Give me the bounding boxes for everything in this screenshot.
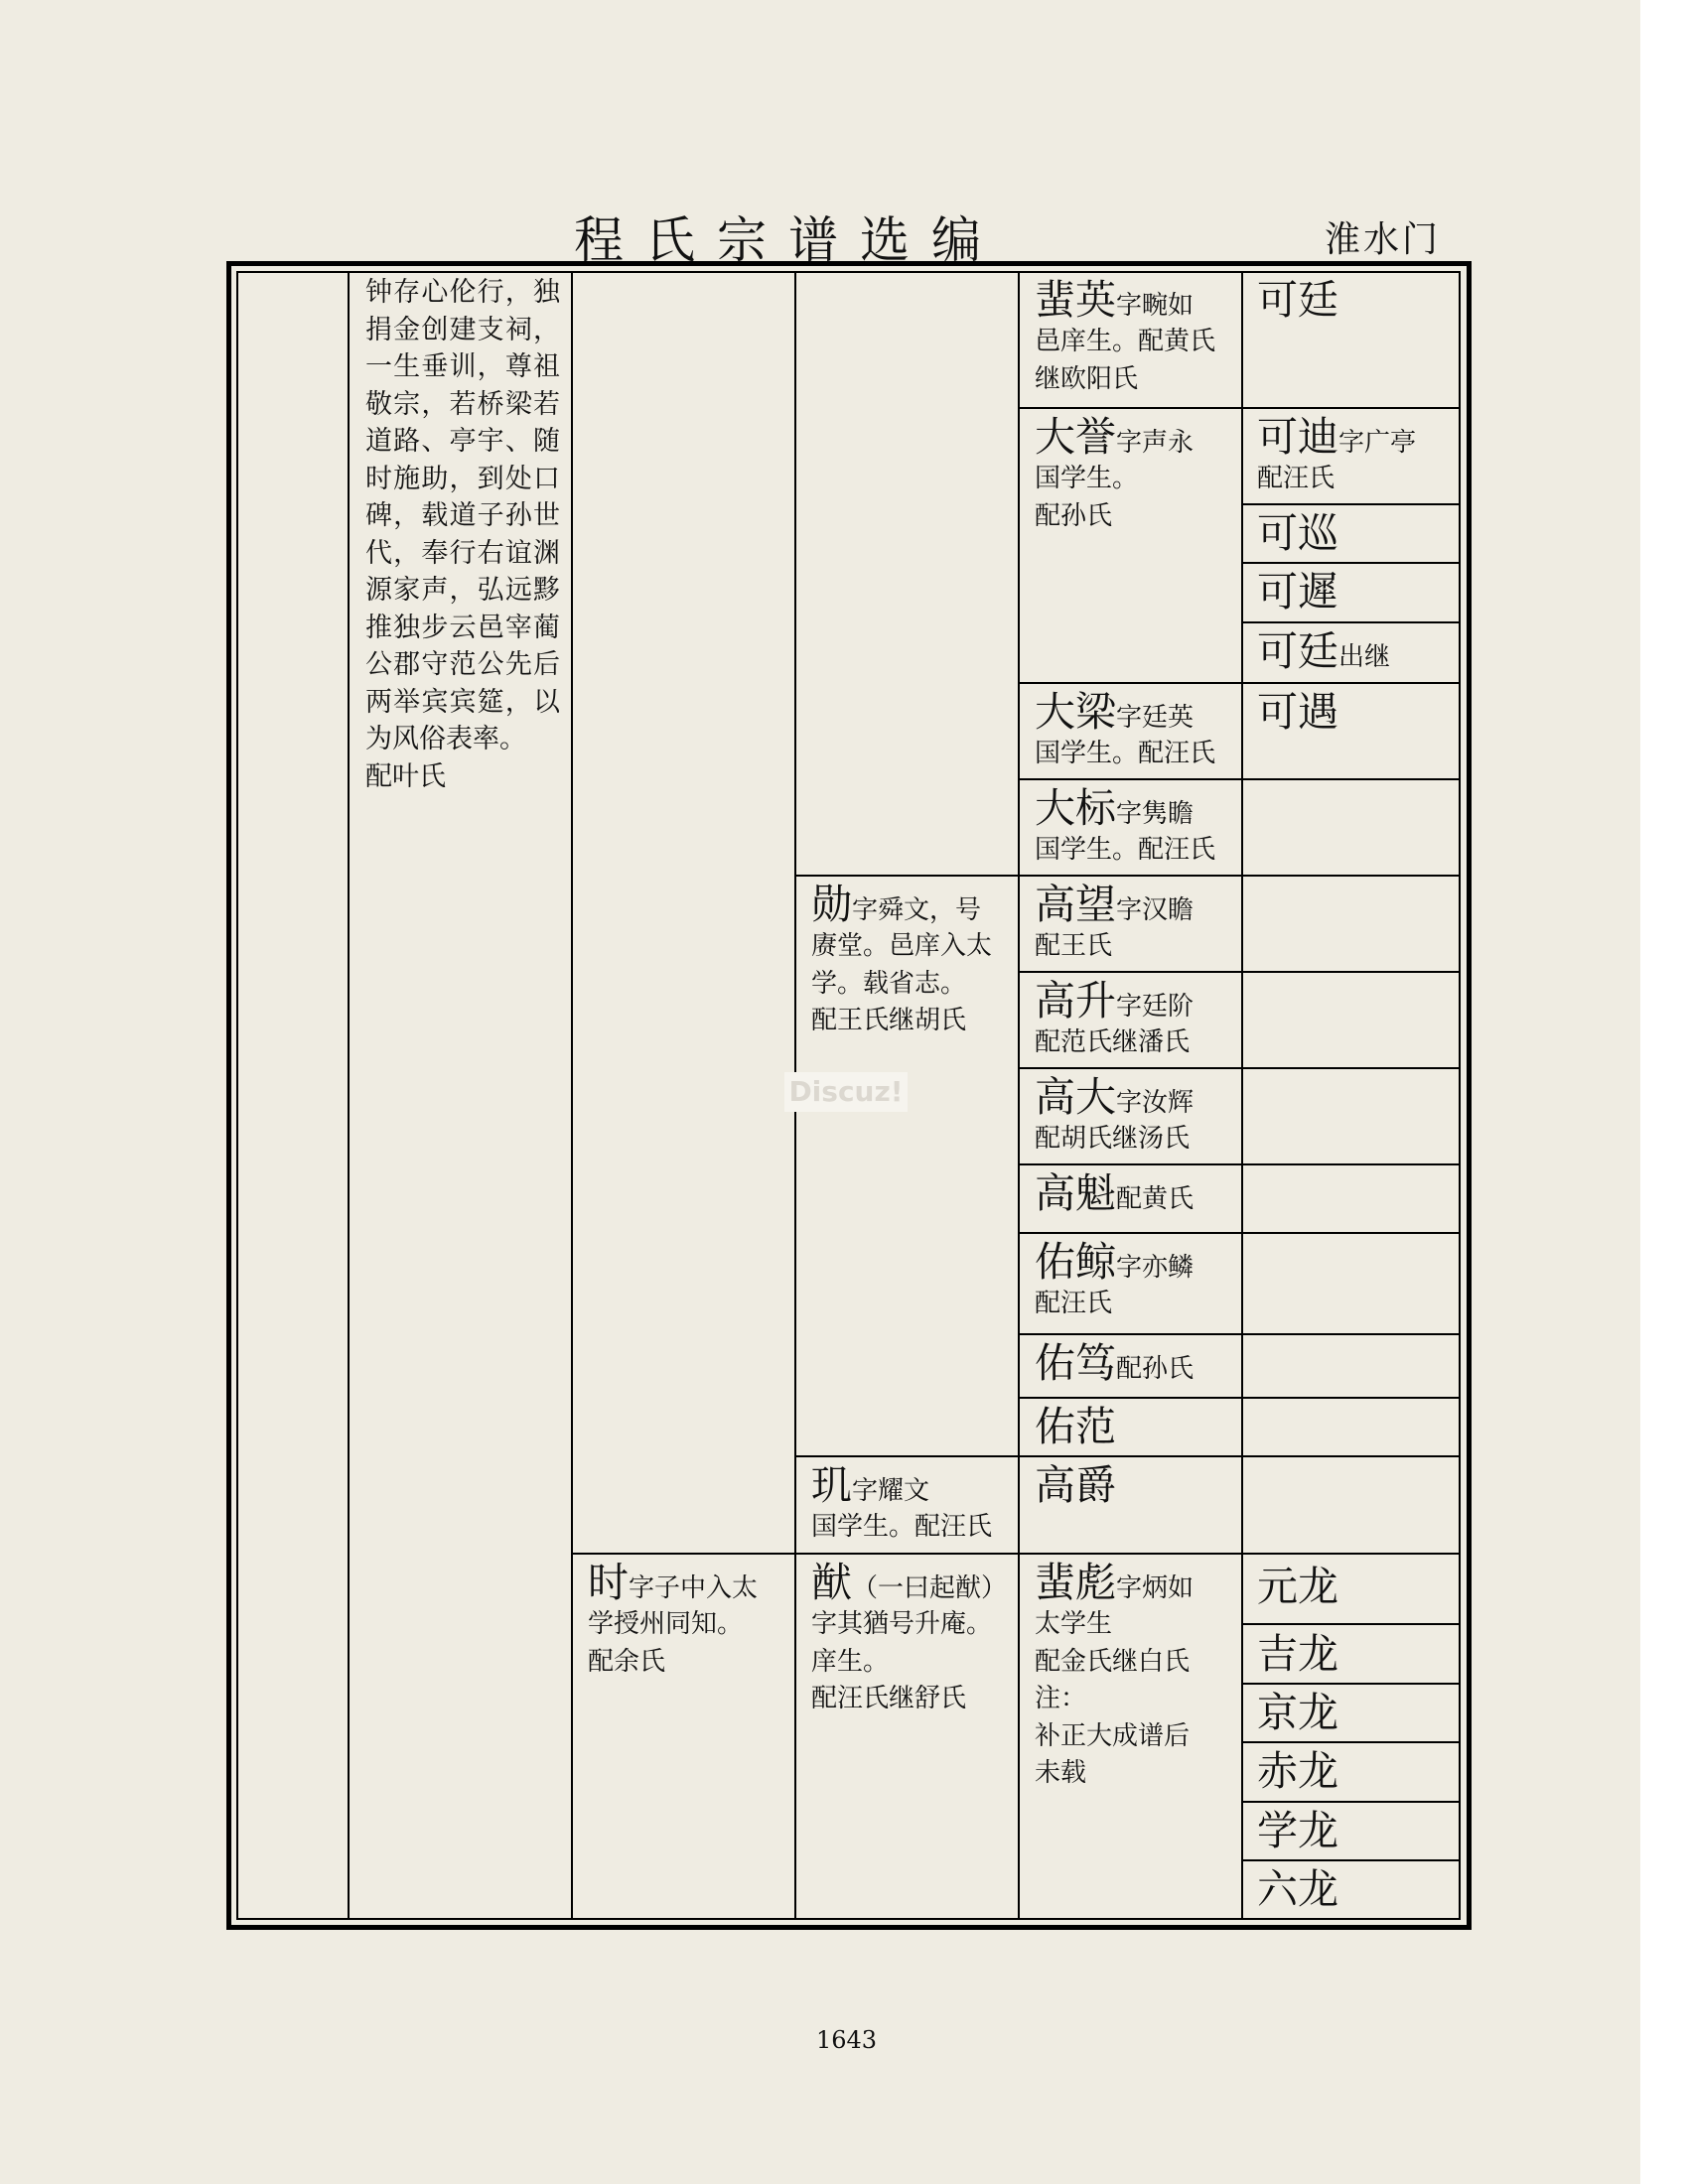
person-note: 字隽瞻: [1116, 799, 1195, 829]
entry-keting: [1257, 276, 1338, 324]
person-detail: 学。载省志。: [811, 968, 967, 999]
page-number: 1643: [816, 2026, 878, 2054]
person-name: 可遇: [1257, 688, 1338, 736]
person-name: 可迪: [1257, 413, 1338, 461]
entry-gaosheng: [1035, 977, 1233, 1062]
row-divider: [1018, 1067, 1460, 1069]
person-name: 高升: [1035, 977, 1116, 1024]
row-divider: [571, 1553, 1460, 1555]
person-note: 字亦鳞: [1116, 1253, 1195, 1283]
column-divider: [571, 271, 573, 1920]
column-divider: [1241, 271, 1243, 1920]
person-name: 大标: [1035, 784, 1116, 832]
person-detail: 国学生。配汪氏: [1035, 835, 1216, 865]
entry-daliang: [1035, 688, 1233, 773]
person-detail: 未载: [1035, 1758, 1087, 1788]
entry-gaokui: [1035, 1169, 1233, 1217]
person-name: 高魁: [1035, 1169, 1116, 1217]
row-divider: [1241, 1683, 1460, 1685]
person-detail: 继欧阳氏: [1035, 363, 1139, 394]
person-name: 玑: [811, 1461, 852, 1509]
person-name: 高大: [1035, 1073, 1116, 1121]
row-divider: [1018, 971, 1460, 973]
person-detail: 配余氏: [588, 1646, 666, 1677]
person-detail: 配孙氏: [1035, 500, 1113, 531]
row-divider: [1241, 1859, 1460, 1861]
person-note: 字广亭: [1338, 428, 1417, 458]
entry-dayu: [1035, 413, 1233, 535]
person-detail: 国学生。配汪氏: [811, 1512, 993, 1542]
ancestor-biography-text: 钟存心伦行，独捐金创建支祠，一生垂训，尊祖敬宗，若桥梁若道路、亭宇、随时施助，到处口碑，载道子孙世代，奉行右谊渊源家声，弘远黟推独步云邑宰蔺公郡守范公先后两举宾宾筵，以为风俗表率。: [365, 277, 560, 754]
person-note: 字汉瞻: [1116, 895, 1195, 925]
entry-gaoda: [1035, 1073, 1233, 1159]
entry-you: [811, 1559, 1010, 1718]
person-detail: 配王氏继胡氏: [811, 1006, 967, 1035]
person-detail: 庠生。: [811, 1646, 890, 1677]
entry-youfan: [1035, 1403, 1233, 1450]
entry-xun: [811, 881, 1010, 1040]
person-name: 大梁: [1035, 688, 1116, 736]
person-detail: 注：: [1035, 1684, 1087, 1713]
person-detail: 配金氏继白氏: [1035, 1646, 1191, 1677]
page-margin: [1640, 0, 1688, 2184]
person-name: 高爵: [1035, 1461, 1116, 1509]
entry-son: 元龙: [1257, 1563, 1338, 1610]
entry-kechi: [1257, 568, 1338, 615]
person-name: 勋: [811, 881, 852, 928]
person-detail: 补正大成谱后: [1035, 1720, 1191, 1751]
person-note: 字声永: [1116, 428, 1195, 458]
entry-qiu: [811, 1461, 1010, 1547]
person-name: 大誉: [1035, 413, 1116, 461]
row-divider: [1018, 682, 1460, 684]
person-name: 可廷: [1257, 276, 1338, 324]
person-name: 佑鲸: [1035, 1238, 1116, 1286]
person-note: 字舜文，号: [852, 895, 982, 925]
person-note: 字畹如: [1116, 291, 1195, 321]
person-note: 字汝辉: [1116, 1088, 1195, 1118]
entry-dabiao: [1035, 784, 1233, 870]
row-divider: [1241, 562, 1460, 564]
entry-son: 学龙: [1257, 1807, 1338, 1854]
entry-keting-adopted: [1257, 627, 1390, 675]
entry-kexun: [1257, 509, 1338, 557]
person-detail: 配汪氏: [1257, 464, 1336, 493]
row-divider: [1018, 1232, 1460, 1234]
row-divider: [794, 875, 1460, 877]
entry-son: 六龙: [1257, 1865, 1338, 1913]
person-detail: 学授州同知。: [588, 1609, 744, 1639]
row-divider: [1241, 503, 1460, 505]
person-note: 字耀文: [852, 1476, 930, 1506]
entry-gaowang: [1035, 881, 1233, 966]
entry-youdu: [1035, 1339, 1233, 1387]
person-detail: 配汪氏继舒氏: [811, 1684, 967, 1713]
person-detail: 配胡氏继汤氏: [1035, 1124, 1191, 1154]
row-divider: [1018, 407, 1460, 409]
person-detail: 配王氏: [1035, 931, 1113, 961]
person-note: 字廷阶: [1116, 992, 1195, 1022]
row-divider: [794, 1455, 1460, 1457]
person-detail: 字其猶号升庵。: [811, 1609, 993, 1639]
entry-son: 吉龙: [1257, 1630, 1338, 1678]
person-note: 配黄氏: [1116, 1184, 1195, 1214]
entry-gaojue: [1035, 1461, 1233, 1509]
row-divider: [1241, 1623, 1460, 1625]
entry-feiying: [1035, 276, 1233, 398]
person-name: 佑范: [1035, 1403, 1116, 1450]
entry-shi: [588, 1559, 786, 1681]
column-divider: [348, 271, 350, 1920]
person-name: 猷: [811, 1559, 852, 1606]
person-detail: 配汪氏: [1035, 1289, 1113, 1318]
person-note: 字廷英: [1116, 703, 1195, 733]
person-detail: 太学生: [1035, 1609, 1113, 1639]
entry-son: 京龙: [1257, 1689, 1338, 1736]
row-divider: [1241, 1741, 1460, 1743]
person-note: 字炳如: [1116, 1573, 1195, 1603]
entry-feibiao: [1035, 1559, 1233, 1793]
ancestor-biography: [365, 274, 560, 795]
page-title: 程氏宗谱选编: [574, 211, 1003, 269]
person-note: 出继: [1338, 642, 1391, 672]
row-divider: [1018, 1397, 1460, 1399]
person-name: 时: [588, 1559, 629, 1606]
person-name: 蜚彪: [1035, 1559, 1116, 1606]
person-detail: 配范氏继潘氏: [1035, 1027, 1191, 1057]
person-name: 蜚英: [1035, 276, 1116, 324]
entry-youjing: [1035, 1238, 1233, 1323]
entry-kedi: [1257, 413, 1456, 498]
person-detail: 国学生。: [1035, 464, 1139, 493]
row-divider: [1018, 1333, 1460, 1335]
row-divider: [1241, 621, 1460, 623]
ancestor-spouse: 配叶氏: [365, 760, 446, 792]
row-divider: [1018, 1163, 1460, 1165]
entry-son: 赤龙: [1257, 1747, 1338, 1795]
person-name: 可巡: [1257, 509, 1338, 557]
row-divider: [1241, 1801, 1460, 1803]
person-name: 高望: [1035, 881, 1116, 928]
person-detail: 赓堂。邑庠入太: [811, 931, 993, 961]
person-note: 字子中入太: [629, 1573, 759, 1603]
column-divider: [1018, 271, 1020, 1920]
person-detail: 国学生。配汪氏: [1035, 739, 1216, 768]
person-name: 可遲: [1257, 568, 1338, 615]
person-note: （一曰起猷）: [852, 1573, 1008, 1603]
entry-keyu: [1257, 688, 1338, 736]
row-divider: [1018, 778, 1460, 780]
person-name: 可廷: [1257, 627, 1338, 675]
person-note: 配孙氏: [1116, 1354, 1195, 1384]
watermark: Discuz!: [784, 1072, 908, 1112]
person-detail: 邑庠生。配黄氏: [1035, 327, 1216, 356]
branch-label: 淮水门: [1325, 219, 1442, 260]
person-name: 佑笃: [1035, 1339, 1116, 1387]
